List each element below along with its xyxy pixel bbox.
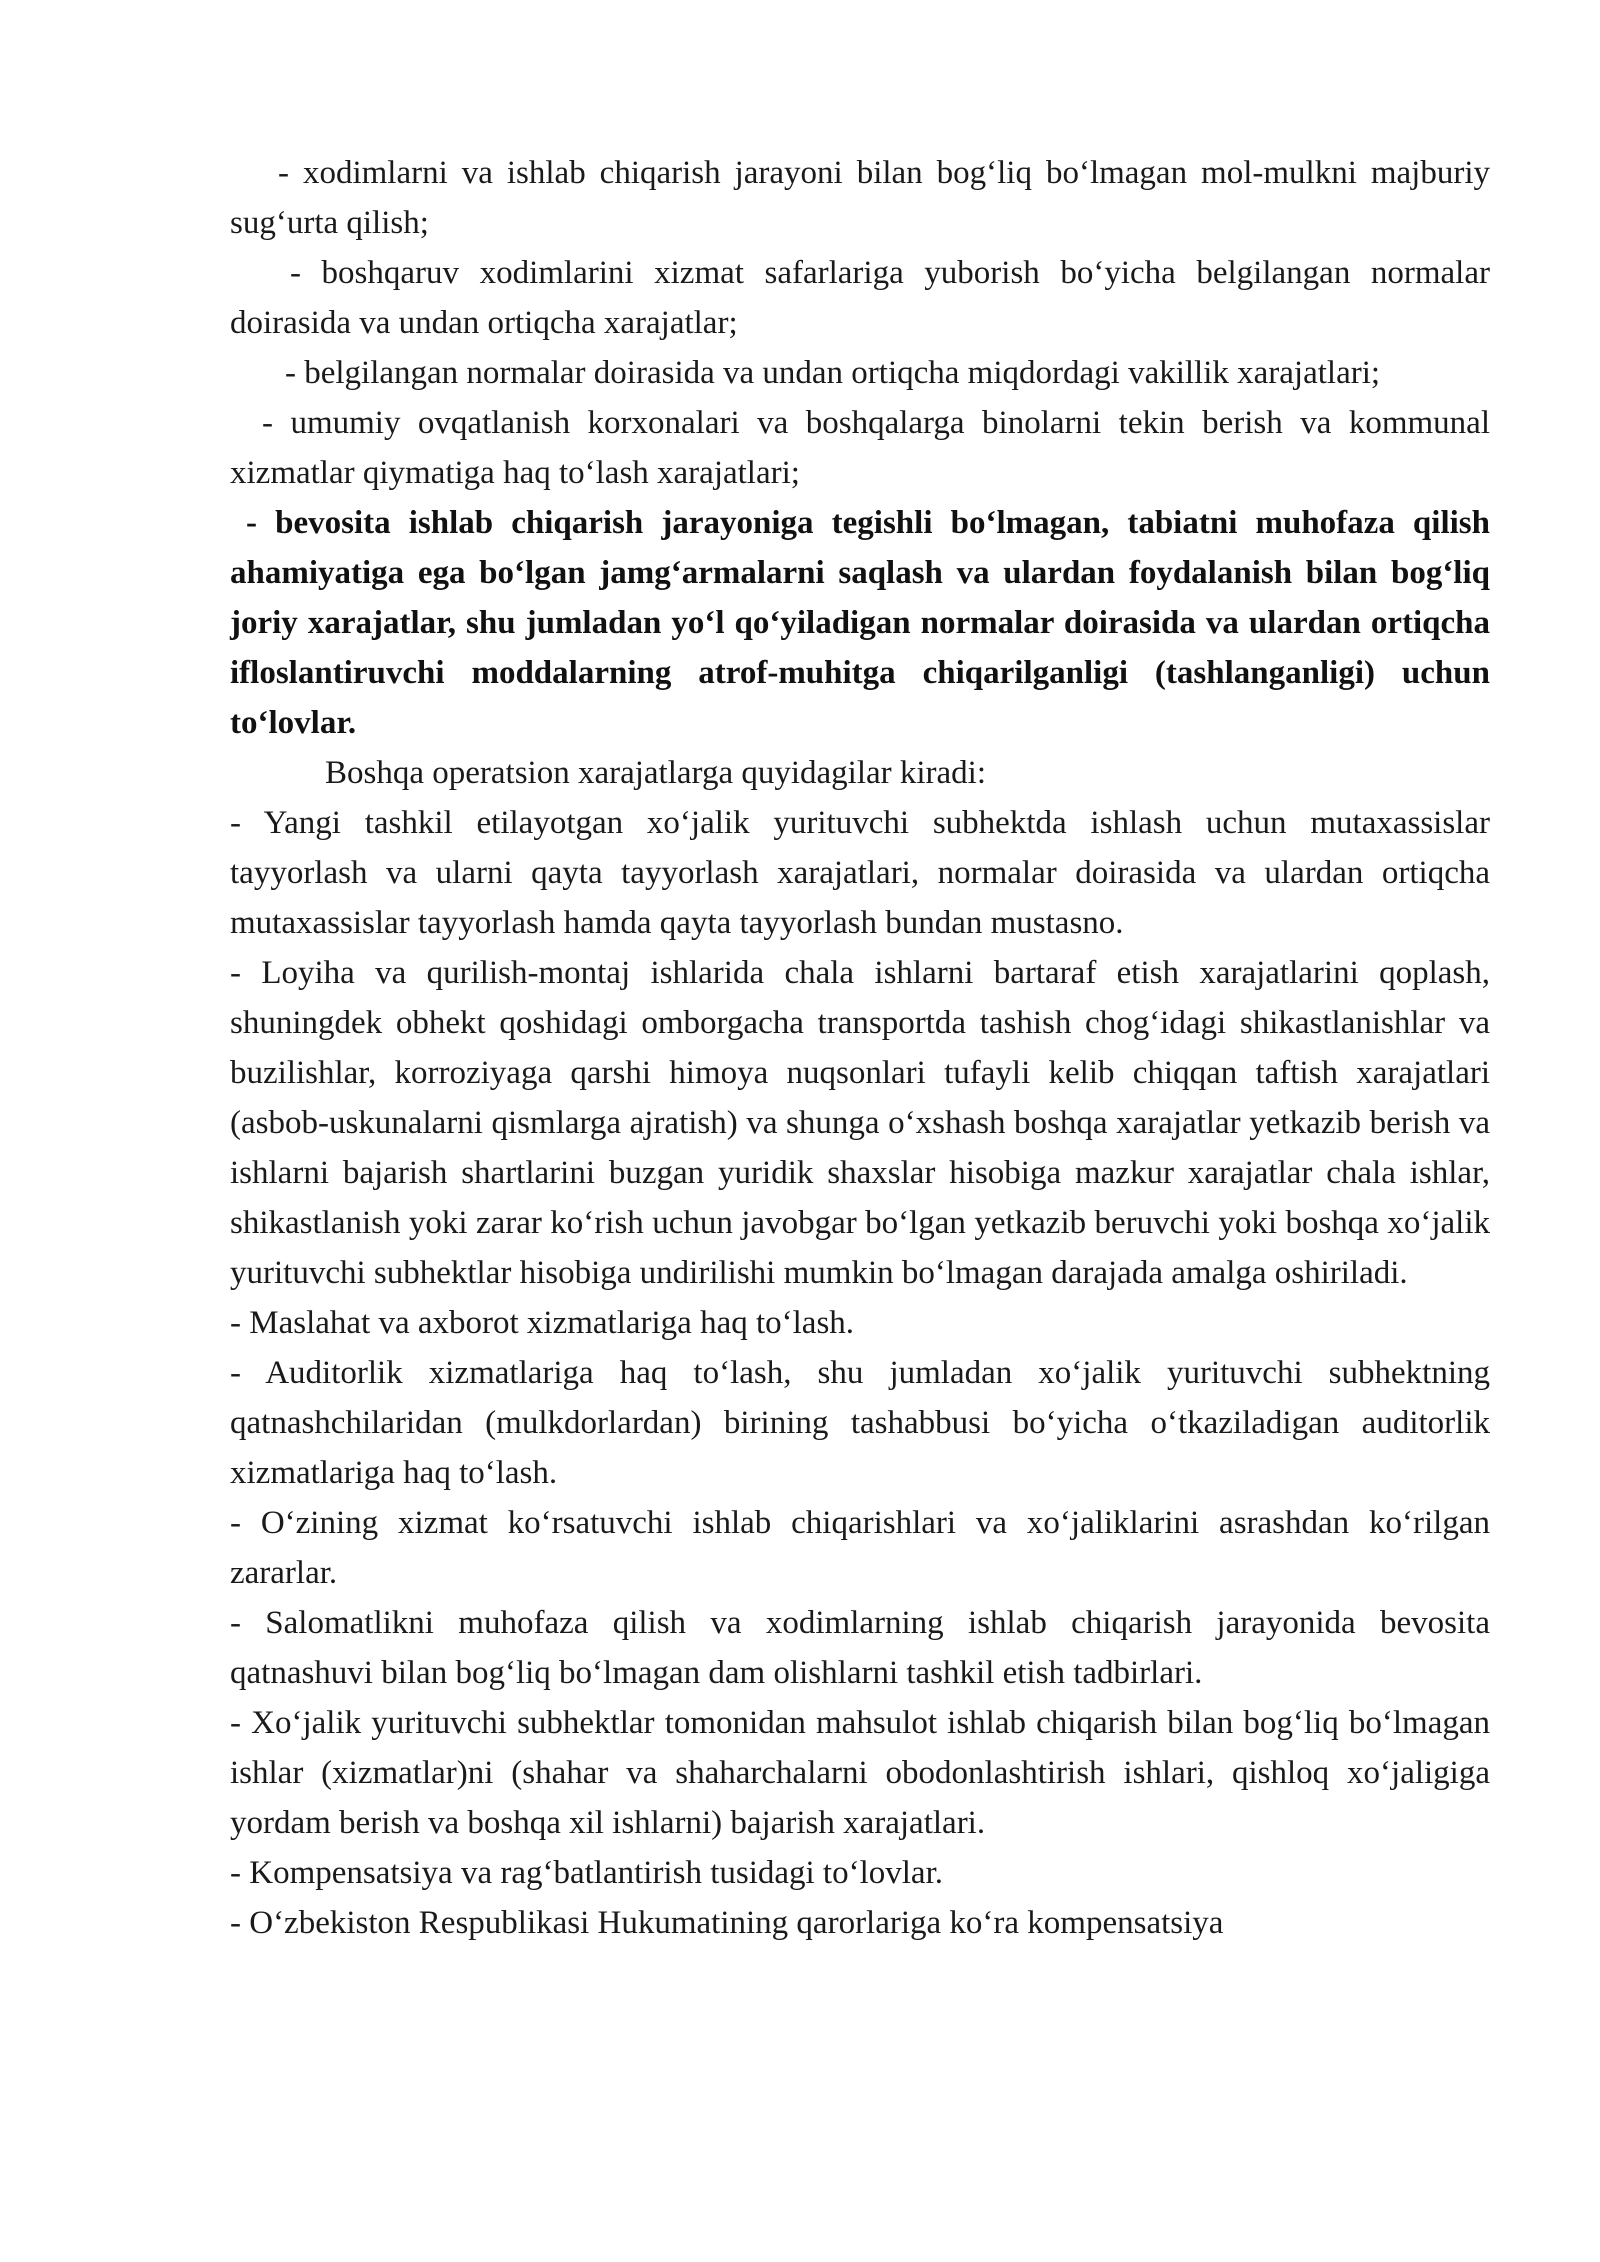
section-heading: Boshqa operatsion xarajatlarga quyidagilar kiradi:: [325, 755, 987, 791]
list-item-insurance: - xodimlarni va ishlab chiqarish jarayoni bilan bog‘liq bo‘lmagan mol-mulkni majburiy sug‘urta qilish;: [230, 155, 1490, 241]
list-item-catering: - umumiy ovqatlanish korxonalari va boshqalarga binolarni tekin berish va kommunal xizmatlar qiymatiga haq to‘lash xarajatlari;: [230, 405, 1490, 491]
list-item-non-production-works: - Xo‘jalik yurituvchi subhektlar tomonidan mahsulot ishlab chiqarish bilan bog‘liq bo‘lmagan ishlar (xizmatlar)ni (shahar va shaharchalarni obodonlashtirish ishlari, qishloq xo‘jaligiga yordam berish va boshqa xil ishlarni) bajarish xarajatlari.: [230, 1705, 1490, 1841]
list-item-government: - O‘zbekiston Respublikasi Hukumatining qarorlariga ko‘ra kompensatsiya: [230, 1905, 1224, 1941]
list-item-service-losses: - O‘zining xizmat ko‘rsatuvchi ishlab chiqarishlari va xo‘jaliklarini asrashdan ko‘rilgan zararlar.: [230, 1505, 1490, 1591]
list-item-consulting: - Maslahat va axborot xizmatlariga haq to‘lash.: [230, 1305, 855, 1341]
list-item-health: - Salomatlikni muhofaza qilish va xodimlarning ishlab chiqarish jarayonida bevosita qatnashuvi bilan bog‘liq bo‘lmagan dam olishlarni tashkil etish tadbirlari.: [230, 1605, 1490, 1691]
list-item-training: - Yangi tashkil etilayotgan xo‘jalik yurituvchi subhektda ishlash uchun mutaxassislar tayyorlash va ularni qayta tayyorlash xarajatlari, normalar doirasida va ulardan ortiqcha mutaxassislar tayyorlash hamda qayta tayyorlash bundan mustasno.: [230, 805, 1490, 941]
document-page: [230, 148, 1490, 1948]
list-item-business-trips: - boshqaruv xodimlarini xizmat safarlariga yuborish bo‘yicha belgilangan normalar doirasida va undan ortiqcha xarajatlar;: [230, 255, 1490, 341]
list-item-audit: - Auditorlik xizmatlariga haq to‘lash, shu jumladan xo‘jalik yurituvchi subhektning qatnashchilaridan (mulkdorlardan) birining tashabbusi bo‘yicha o‘tkaziladigan auditorlik xizmatlariga haq to‘lash.: [230, 1355, 1490, 1491]
list-item-environmental: - bevosita ishlab chiqarish jarayoniga tegishli bo‘lmagan, tabiatni muhofaza qilish ahamiyatiga ega bo‘lgan jamg‘armalarni saqlash va ulardan foydalanish bilan bog‘liq joriy xarajatlar, shu jumladan yo‘l qo‘yiladigan normalar doirasida va ulardan ortiqcha ifloslantiruvchi moddalarning atrof-muhitga chiqarilganligi (tashlanganligi) uchun to‘lovlar.: [230, 505, 1490, 741]
list-item-compensation: - Kompensatsiya va rag‘batlantirish tusidagi to‘lovlar.: [230, 1855, 943, 1891]
list-item-representation: - belgilangan normalar doirasida va undan ortiqcha miqdordagi vakillik xarajatlari;: [285, 355, 1381, 391]
list-item-construction-defects: - Loyiha va qurilish-montaj ishlarida chala ishlarni bartaraf etish xarajatlarini qoplash, shuningdek obhekt qoshidagi omborgacha transportda tashish chog‘idagi shikastlanishlar va buzilishlar, korroziyaga qarshi himoya nuqsonlari tufayli kelib chiqqan taftish xarajatlari (asbob-uskunalarni qismlarga ajratish) va shunga o‘xshash boshqa xarajatlar yetkazib berish va ishlarni bajarish shartlarini buzgan yuridik shaxslar hisobiga mazkur xarajatlar chala ishlar, shikastlanish yoki zarar ko‘rish uchun javobgar bo‘lgan yetkazib beruvchi yoki boshqa xo‘jalik yurituvchi subhektlar hisobiga undirilishi mumkin bo‘lmagan darajada amalga oshiriladi.: [230, 955, 1490, 1291]
